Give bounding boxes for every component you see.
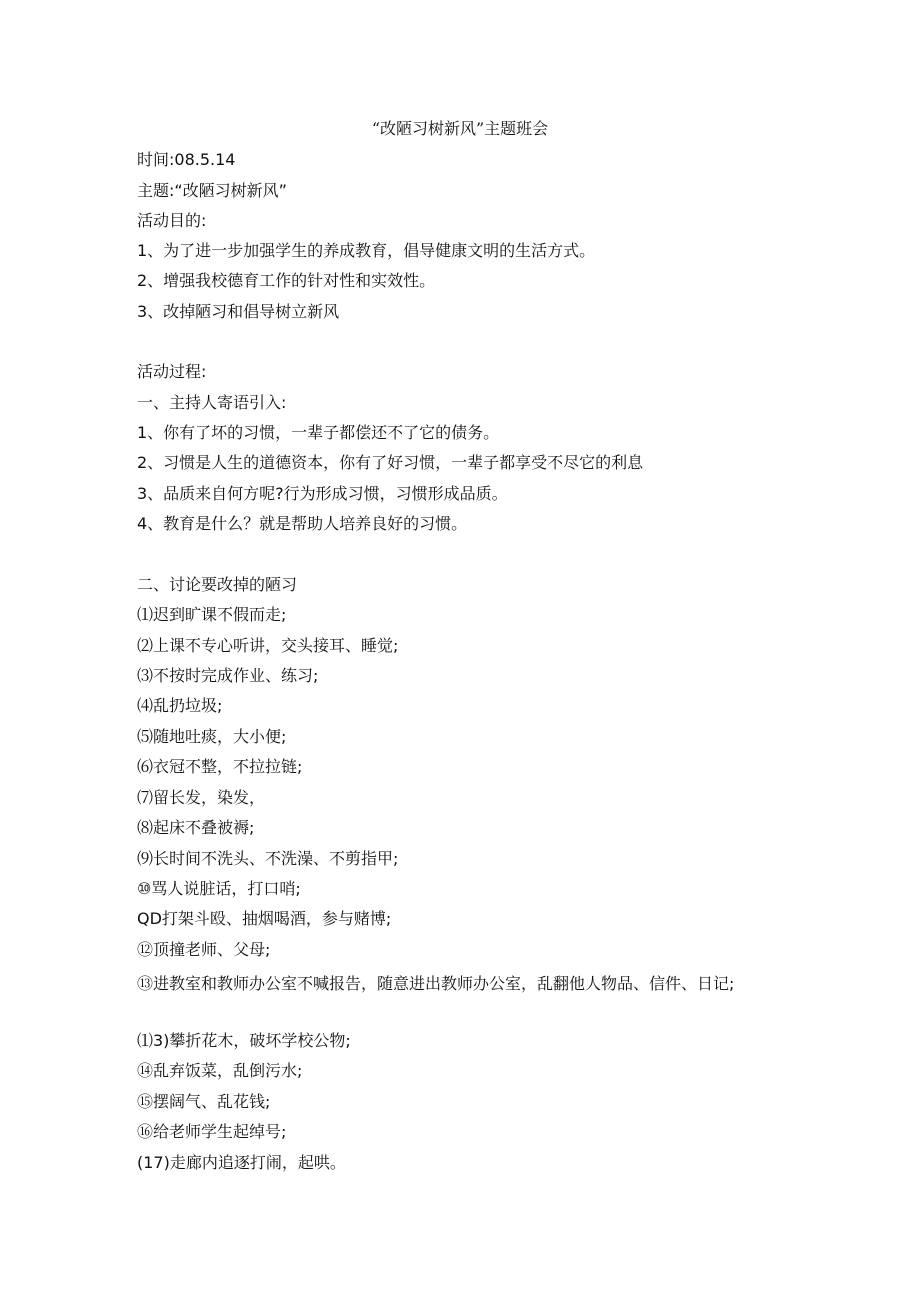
habit-item: ⑺留长发，染发， xyxy=(137,788,266,807)
habit-item: ⑬进教室和教师办公室不喊报告，随意进出教师办公室，乱翻他人物品、信件、日记; xyxy=(137,974,735,993)
time-line: 时间:08.5.14 xyxy=(137,150,236,169)
purpose-item: 1、为了进一步加强学生的养成教育，倡导健康文明的生活方式。 xyxy=(137,241,596,260)
habit-item: ⑭乱弃饭菜，乱倒污水; xyxy=(137,1061,303,1080)
part1-item: 3、品质来自何方呢?行为形成习惯，习惯形成品质。 xyxy=(137,484,508,503)
part1-item: 4、教育是什么？就是帮助人培养良好的习惯。 xyxy=(137,514,468,533)
habit-item: ⑻起床不叠被褥; xyxy=(137,818,255,837)
habit-item: ⑮摆阔气、乱花钱; xyxy=(137,1092,271,1111)
process-heading: 活动过程: xyxy=(137,362,207,381)
part2-heading: 二、讨论要改掉的陋习 xyxy=(137,575,298,594)
purpose-item: 2、增强我校德育工作的针对性和实效性。 xyxy=(137,271,436,290)
part1-item: 2、习惯是人生的道德资本，你有了好习惯，一辈子都享受不尽它的利息 xyxy=(137,453,644,472)
page-title: “改陋习树新风”主题班会 xyxy=(371,119,549,138)
habit-item: ⑯给老师学生起绰号; xyxy=(137,1122,287,1141)
habit-item: ⑵上课不专心听讲，交头接耳、睡觉; xyxy=(137,636,399,655)
habit-item: ⑴迟到旷课不假而走; xyxy=(137,605,287,624)
purpose-item: 3、改掉陋习和倡导树立新风 xyxy=(137,302,340,321)
habit-item: QD打架斗殴、抽烟喝酒，参与赌博; xyxy=(137,909,392,928)
part1-item: 1、你有了坏的习惯，一辈子都偿还不了它的债务。 xyxy=(137,423,500,442)
habit-item: ⑶不按时完成作业、练习; xyxy=(137,666,319,685)
habit-item: ⑷乱扔垃圾; xyxy=(137,696,223,715)
habit-item: ⑹衣冠不整，不拉拉链; xyxy=(137,757,303,776)
habit-item: ⑼长时间不洗头、不洗澡、不剪指甲; xyxy=(137,849,399,868)
habit-item: (17)走廊内追逐打闹，起哄。 xyxy=(137,1153,346,1172)
habit-item: ⑫顶撞老师、父母; xyxy=(137,940,271,959)
habit-item: ⑩骂人说脏话，打口哨; xyxy=(137,879,301,898)
purpose-heading: 活动目的: xyxy=(137,211,207,230)
habit-item: ⑸随地吐痰，大小便; xyxy=(137,727,287,746)
theme-line: 主题:“改陋习树新风” xyxy=(137,181,287,200)
habit-item: ⑴3)攀折花木，破坏学校公物; xyxy=(137,1031,351,1050)
part1-heading: 一、主持人寄语引入: xyxy=(137,393,287,412)
